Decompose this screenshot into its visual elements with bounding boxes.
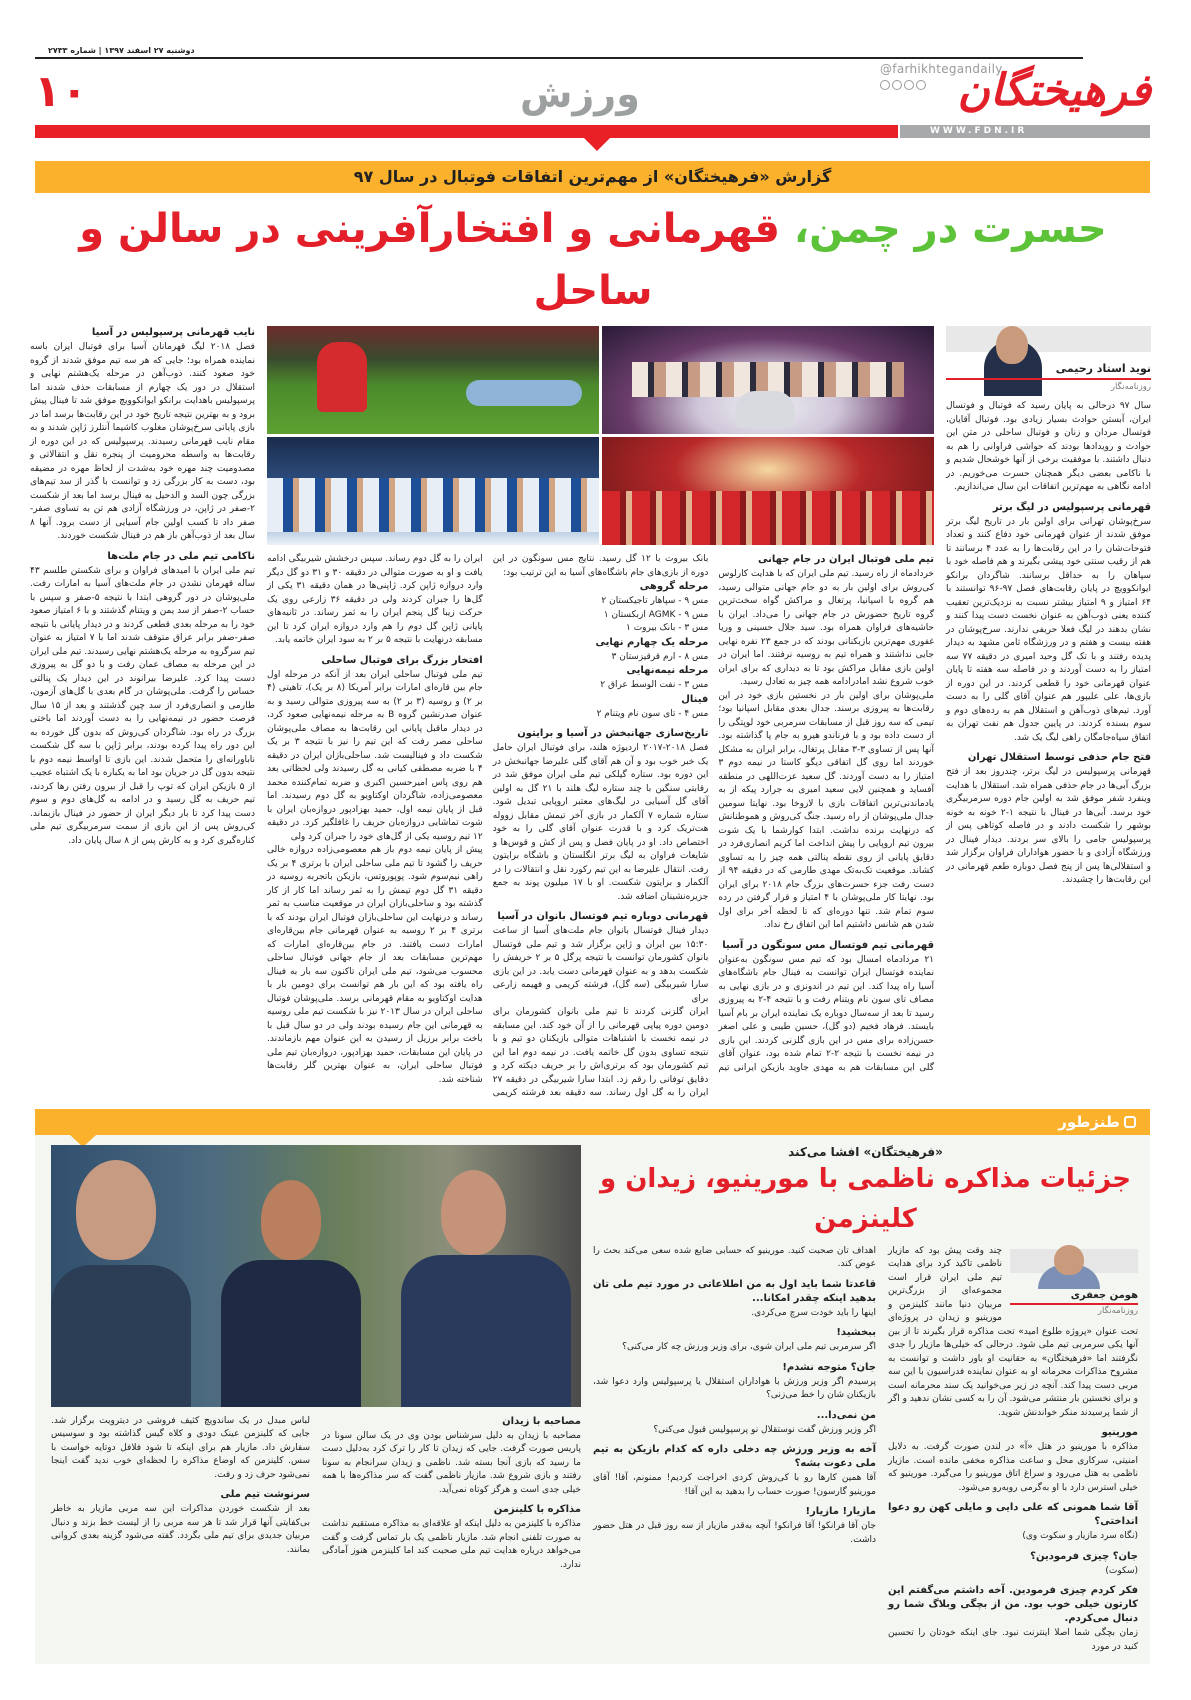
satire-icon <box>1124 1116 1136 1128</box>
subheading: فتح جام حذفی توسط استقلال تهران <box>967 752 1151 763</box>
intro-paragraph: سال ۹۷ درحالی به پایان رسید که فوتبال و فوتسال ایران، آبستن حوادث بسیار زیادی بود. فوتبال آقایان، فوتسال مردان و زنان و فوتبال ساحلی در متن این حوادث و رویدادها بودند که حواشی فراوانی را هم به دنبال داشتند. با موفقیت برخی از آنها خوشحال شدیم و با ناکامی بعضی دیگر همچنان حسرت می‌خوریم. در ادامه نگاهی به مهم‌ترین اتفاقات این سال می‌اندازیم. <box>946 401 1151 492</box>
result-line: مس ۸ - ارم قرقیزستان ۳ <box>611 651 709 662</box>
telegram-icon <box>880 80 890 90</box>
author-block <box>1010 1245 1138 1317</box>
satire-body <box>35 1135 1150 1665</box>
facebook-icon <box>904 80 914 90</box>
photo-mourinho-nazemi-zidane <box>51 1145 581 1407</box>
paragraph: اگر سرمربی تیم ملی ایران شوی، برای وزیر ورزش چه کار می‌کنی؟ <box>622 1342 876 1352</box>
stage-heading: مرحله گروهی <box>639 581 709 592</box>
results-list <box>493 580 709 721</box>
author-name: هومن جعفری <box>1070 1289 1138 1301</box>
header-pointer <box>584 138 610 151</box>
subheading: مصاحبه با زیدان <box>502 1415 581 1427</box>
satire-label-text: طنزطور <box>1058 1112 1120 1131</box>
satire-headline: جزئیات مذاکره ناظمی با مورینیو، زیدان و کلینزمن <box>600 1163 1131 1234</box>
author-face <box>996 326 1028 364</box>
author-name: نوید استاد رحیمی <box>1055 362 1151 375</box>
section-title: ورزش <box>520 72 640 116</box>
result-line: مس ۹ - سپاهار تاجیکستان ۲ <box>601 596 709 606</box>
subheading: قهرمانی دوباره تیم فوتسال بانوان در آسیا <box>497 911 709 922</box>
instagram-icon <box>916 80 926 90</box>
masthead <box>0 0 1191 196</box>
author-block <box>946 326 1151 396</box>
right-column <box>946 326 1151 888</box>
paragraph: (سکوت) <box>1105 1565 1138 1576</box>
photo-womens-futsal-celebration <box>602 326 934 434</box>
subheading: مازیار! مازیار! <box>805 1506 876 1517</box>
satire-article <box>593 1145 1138 1655</box>
satire-section <box>35 1109 1150 1665</box>
paragraph: تیم ملی فوتبال ساحلی ایران بعد از آنکه در مرحله اول جام بین قاره‌ای امارات برابر آمریکا (۸ بر یک)، تاهیتی (۴ بر ۲) و روسیه (۳ بر ۲) به سه پیروزی متوالی رسید و به عنوان صدرنشین گروه B به مرحله نیمه‌نهایی صعود کرد، در دیدار ماقبل پایانی این رقابت‌ها به مصاف ملی‌پوشان ساحلی مصر رفت که این تیم را نیز با نتیجه ۳ بر یک شکست داد و فینالیست شد. ساحلی‌بازان ایران در دقیقه ۴ با ضربه مصطفی کیانی به گل رسیدند ولی لحظاتی بعد هم روی پاس امیرحسین اکبری و ضربه تمام‌کننده محمد معصومی‌زاده، شاگردان اوکتاویو به گل دوم رسیدند. اما قبل از پایان نیمه اول، حمید بهزادپور دروازه‌بان ایران با شوت تماشایی دروازه‌بان حریف را غافلگیر کرد. در دقیقه ۱۲ تیم روسیه یکی از گل‌های خود را جبران کرد ولی <box>267 669 483 842</box>
trophy <box>735 391 795 428</box>
result-line: مس ۳ - بانک بیروت ۱ <box>625 623 709 633</box>
header-bar <box>35 125 898 138</box>
middle-columns <box>267 553 934 1101</box>
paragraph: پیش از پایان نیمه دوم باز هم معصومی‌زاده دروازه خالی حریف را گشود تا تیم ملی ساحلی ایران با برتری ۴ بر یک راهی نیم‌سوم شود. پوپوروتس، بازیکن باتجربه روسیه در دقیقه ۳۱ گل دوم تیمش را به ثمر رساند اما کار از کار گذشته بود و ساحلی‌بازان ایران در موقعیت مناسب به ثمر رساند و درنهایت این ساحلی‌بازان فوتبال ایران بودند که با برتری ۴ بر ۲ روسیه به عنوان قهرمانی جام بین‌قاره‌ای امارات دست یافتند. در جام بین‌قاره‌ای امارات که مهم‌ترین مسابقات بعد از جام جهانی فوتبال ساحلی محسوب می‌شود، تیم ملی ایران تاکنون سه بار به فینال راه یافته بود که این بار هم توانست برای دومین بار با هدایت اوکتاویو به مقام قهرمانی برسد. ملی‌پوشان فوتبال ساحلی ایران در سال ۲۰۱۳ نیز با شکست تیم ملی روسیه به قهرمانی این جام رسیده بودند ولی در دو سال قبل با باخت برابر برزیل از رسیدن به این عنوان مهم بازماندند. در پایان این مسابقات، حمید بهزادپور، دروازه‌بان تیم ملی فوتبال ساحلی ایران، به عنوان بهترین گلر رقابت‌ها شناخته شد. <box>267 845 483 1085</box>
result-line: مس ۹ - AGMK ازبکستان ۱ <box>603 609 709 620</box>
paragraph: قهرمانی پرسپولیس در لیگ برتر، چندروز بعد از فتح بزرگ آبی‌ها در جام حذفی همراه شد. استقلال با هدایت وینفرد شفر موفق شد به اولین جام دوره سرمربیگری خود برسد. آبی‌ها در فینال با نتیجه ۱-۲ خونه به خونه بوشهر را شکست دادند و در فاصله کوتاهی پس از پرسپولیس جامی را بالای سر بردند. دیدار فینال در ورزشگاه آزادی و با حضور هواداران فراوان برگزار شد و استقلالی‌ها پس از پنج فصل دوباره طعم قهرمانی در این رقابت‌ها را چشیدند. <box>946 767 1152 885</box>
stage-heading: مرحله یک چهارم نهایی <box>595 636 709 648</box>
subheading: تاریخ‌سازی جهانبخش در آسیا و برایتون <box>517 728 709 739</box>
satire-columns <box>593 1245 1138 1655</box>
paragraph: ایران گلزنی کردند تا تیم ملی بانوان کشورمان برای دومین دوره پیاپی قهرمانی را از آن خود کند. این مسابقه در نیمه نخست با اشتباهات متوالی بازیکنان دو تیم و با نتیجه تساوی بدون گل خاتمه یافت. در نیمه دوم اما این تیم کشورمان بود که برتری‌اش را بر حریف دیکته کرد و دقایق توفانی را رقم زد. ابتدا سارا شیربیگی در دقیقه ۲۷ ایران را به گل اول رساند. سه دقیقه بعد فرشته کریمی ایران را به گل دوم رساند. سپس درخشش شیربیگی ادامه یافت و او به صورت متوالی در دقیقه ۳۰ و ۳۱ دو گل دیگر وارد دروازه ژاپن کرد. ژاپنی‌ها در همان دقیقه ۳۱ یکی از گل‌ها را جبران کردند ولی در دقیقه ۳۶ زارعی روی یک حرکت زیبا گل پنجم ایران را به ثمر رساند. در ثانیه‌های پایانی ژاپن گل دوم را هم وارد دروازه ایران کرد تا این مسابقه درنهایت با نتیجه ۵ بر ۲ به سود ایران خاتمه یابد. <box>267 554 709 1098</box>
subheading: جان؟ چیزی فرمودین؟ <box>1030 1550 1138 1562</box>
subheading: سرنوشت تیم ملی <box>220 1489 310 1500</box>
subheading: فکر کردم چیزی فرمودین. آخه داشتم می‌گفتم این کارتون خیلی خوب بود. من از بچگی وبلاگ شما رو دنبال می‌کردم. <box>888 1585 1138 1624</box>
player-red <box>317 342 367 412</box>
subheading: قهرمانی پرسپولیس در لیگ برتر <box>992 501 1151 513</box>
social-handle: @farhikhtegandaily <box>880 62 1003 76</box>
paragraph: سرخ‌پوشان تهرانی برای اولین بار در تاریخ لیگ برتر موفق شدند از عنوان قهرمانی خود دفاع کنند و تعداد فتوحات‌شان را در این رقابت‌ها را به عدد ۴ برسانند تا هم از رقیب سنتی خود پیشی بگیرند و هم فاصله خود با سپاهان را به حداقل برسانند. شاگردان برانکو ایوانکوویچ در پایان رقابت‌های فصل ۹۷-۹۶ توانستند با ۶۴ امتیاز و ۹ امتیاز بیشتر نسبت به نزدیک‌ترین تعقیب کننده یعنی ذوب‌آهن به عنوان نخست دست پیدا کنند و نشان بدهند در لیگ فعلا حریفی ندارند. سرخ‌پوشان در هفته بیست و هفتم و در ورزشگاه ثامن مشهد به دیدار پدیده رفتند و با تک گل وحید امیری در دقیقه ۷۷ سه امتیاز را به دست آوردند و در فاصله سه هفته تا پایان عنوان قهرمانی خود را قطعی کردند. در این دوره از بازی‌ها، علی علیپور هم عنوان آقای گلی را به دست آورد. تیم‌های ذوب‌آهن و استقلال هم به رده‌های دوم و سوم بسنده کردند. در پایین جدول هم نفت تهران به اتفاق سیاه‌جامگان راهی لیگ یک شد. <box>946 516 1151 743</box>
satire-photo-area <box>51 1145 581 1655</box>
headline-part-1: حسرت در چمن، <box>779 206 1107 252</box>
paragraph: فصل ۲۰۱۸ لیگ قهرمانان آسیا برای فوتبال ایران باسه نماینده همراه بود؛ جایی که هر سه تیم موفق شدند از گروه خود صعود کنند. ذوب‌آهن در مرحله یک‌هشتم نهایی و استقلال در دور یک چهارم از مسابقات حذف شدند اما پرسپولیس باهدایت برانکو ایوانکوویچ موفق شد تا فینال پیش برود و به بهترین نتیجه تاریخ خود در این رقابت‌ها برسد اما در بازی پایانی سرخ‌پوشان مغلوب کاشیما آنتلرز ژاپن شدند و به مقام نایب قهرمانی رسیدند. پرسپولیس که در این دوره از رقابت‌ها به واسطه محرومیت از پنجره نقل و انتقالاتی و مصدومیت چند مهره خود به‌شدت از لحاظ مهره در مضیقه بود، دست به کار بزرگی زد و توانست با گذر از سد تیم‌های بزرگی چون السد و الدحیل به فینال برسد اما بعد از شکست ۲-صفر در ژاپن، در ورزشگاه آزادی هم تن به تساوی صفر-صفر داد تا کسب اولین جام آسیایی از دست برود. آنها ۸ سال بعد از ذوب‌آهن باز هم در فینال شکست خوردند. <box>30 342 255 541</box>
subheading: من نمی‌دا... <box>816 1409 876 1421</box>
subheading: آقا شما همونی که علی دایی و مایلی کهن رو دعوا انداختی؟ <box>888 1502 1138 1527</box>
satire-column-1 <box>888 1245 1138 1655</box>
satire-kicker: «فرهیختگان» افشا می‌کند <box>788 1144 943 1159</box>
newspaper-logo: فرهیختگان <box>957 65 1151 116</box>
paragraph: اهداف تان صحبت کنید. مورینیو که حسابی ضایع شده سعی می‌کند بحث را عوض کند. <box>593 1245 876 1269</box>
nazemi-face <box>261 1180 321 1260</box>
mourinho-body <box>51 1265 191 1407</box>
goalkeeper <box>466 380 582 406</box>
satire-lower-columns <box>51 1415 581 1573</box>
mourinho-face <box>76 1160 156 1260</box>
subheading: قاعدتا شما باید اول به من اطلاعاتی در مورد تیم ملی تان بدهید اینکه چقدر امکانا... <box>593 1278 876 1304</box>
paragraph: ملی‌پوشان برای اولین بار در نخستین بازی خود در این رقابت‌ها به پیروزی برسند. جدال بعدی مقابل اسپانیا بود؛ تیمی که سه روز قبل از مسابقات سرمربی خود لوپتگی را از دست داده بود و با فرناندو هیرو به جام پا گذاشته بود. آنها پس از تساوی ۳-۳ مقابل پرتغال، برابر ایران به مشکل خوردند اما روی گل اتفاقی دیگو کاستا در نیمه دوم ۳ امتیاز را به دست آوردند. گل سعید عزت‌اللهی در منطقه آفساید و همچنین لایی سعید امیری به جرارد پیکه از به یادماندنی‌ترین اتفاقات بازی با لاروخا بود. نهایتا سومین جدال ملی‌پوشان از راه رسید. جنگ کی‌روش و هموطنانش که درنهایت برنده نداشت. ابتدا کوارشما با یک شوت بیرون تیم اروپایی را پیش انداخت اما کریم انصاری‌فرد در دقایق پایانی از روی نقطه پنالتی همه چیز را به تساوی کشاند. موقعیت تک‌به‌تک مهدی طارمی که در دقیقه ۹۴ از دست رفت جزء حسرت‌های بزرگ جام ۲۰۱۸ برای ایران بود. نهایتا کار ملی‌پوشان با ۴ امتیاز و قرار گرفتن در رده سوم تمام شد. تنها دوره‌ای که تا لحظه آخر برای اول شدن هم شانس داشتیم اما این اتفاق رخ نداد. <box>718 690 934 930</box>
photo-grid <box>267 326 934 545</box>
paragraph: زمان بچگی شما اصلا اینترنت نبود. جای اینکه خودتان را تحسین کنید در مورد <box>888 1628 1138 1652</box>
photo-ronaldo-match <box>267 326 599 434</box>
author-role: روزنامه‌نگار <box>1110 382 1151 392</box>
zidane-body <box>401 1255 571 1407</box>
divider <box>946 378 1151 380</box>
left-column <box>30 326 255 848</box>
paragraph: دیدار فینال فوتسال بانوان جام ملت‌های آسیا از ساعت ۱۵:۳۰ بین ایران و ژاپن برگزار شد و تیم ملی فوتسال بانوان کشورمان توانست با نتیجه پرگل ۵ بر ۲ حریفش را شکست بدهد و به عنوان قهرمانی دست یابد. در این بازی سارا شیربیگی (سه گل)، فرشته کریمی و فهیمه زارعی برای <box>492 926 709 1004</box>
paragraph: پرسیدم اگر وزیر ورزش با هواداران استقلال یا پرسپولیس وارد دعوا شد، بازیکنان شان را خط می‌زنی؟ <box>593 1376 876 1400</box>
photo-persepolis-celebration <box>602 437 934 545</box>
paragraph: (نگاه سرد مازیار و سکوت وی) <box>1022 1531 1138 1541</box>
headline <box>30 198 1156 322</box>
players-group <box>267 478 599 532</box>
author-role: روزنامه‌نگار <box>1097 1305 1138 1316</box>
subheading: قهرمانی تیم فوتسال مس سونگون در آسیا <box>722 939 934 951</box>
subheading: تیم ملی فوتبال ایران در جام جهانی <box>757 554 934 565</box>
paragraph: ۲۱ مردادماه امسال بود که تیم مس سونگون به‌عنوان نماینده فوتسال ایران توانست به فینال جام باشگاه‌های آسیا راه پیدا کند. این تیم در اندونزی و در بازی نهایی به مصاف تای سون نام ویتنام رفت و با نتیجه ۴-۲ به پیروزی رسید تا بعد از سه‌سال دوباره یک نماینده ایران بر بام آسیا بایستد. فرهاد فخیم (دو گل)، حسین طیبی و علی اصغر حسن‌زاده برای مس در این بازی گلزنی کردند. این بازی در نیمه نخست با نتیجه ۲-۲ تمام شده بود، عنوان آقای گلی این مسابقات هم به مهدی جاوید بازیکن ایرانی تیم بانک بیروت با ۱۲ گل رسید. نتایج مس سونگون در این دوره از بازی‌های جام باشگاه‌های آسیا به این ترتیب بود: <box>492 554 934 1073</box>
paragraph: تیم ملی ایران با امیدهای فراوان و برای شکستن طلسم ۴۳ ساله قهرمان نشدن در جام ملت‌های آسیا به امارات رفت. ملی‌پوشان در دور گروهی ابتدا با نتیجه ۵-صفر و سپس با حساب ۲-صفر از سد یمن و ویتنام گذشتند و با ۶ امتیاز صعود خود را به مرحله بعدی قطعی کردند و در دیدار پایانی با نتیجه صفر-صفر برابر عراق متوقف شدند اما با ۷ امتیاز به عنوان تیم سرگروه به مرحله یک‌هشتم نهایی رسیدند. تیم ملی ایران در این مرحله به مصاف عمان رفت و با دو گل به پیروزی دست پیدا کرد. علیرضا بیرانوند در این دیدار یک پنالتی حساس را گرفت. ملی‌پوشان در گام بعدی با گل‌های آزمون، طارمی و انصاری‌فرد از سد چین گذشتند و بعد از ۱۵ سال فرصت حضور در نیمه‌نهایی را به دست آوردند اما باختی بزرگ در راه بود. شاگردان کی‌روش که بدون گل خورده به این دور راه پیدا کرده بودند، برابر ژاپن با سه گل شکست ناباورانه‌ای را متحمل شدند. این بازی تا اواسط نیمه دوم با نتیجه بدون گل در جریان بود اما به یکباره با یک اشتباه عجیب از ۵ بازیکن ایران که توپ را قبل از بیرون رفتن رها کردند، تیم حریف به گل رسید و در ادامه به گل‌های دوم و سوم دست پیدا کرد تا بار دیگر ایران از حضور در فینال بازبماند. کی‌روش پس از این بازی از سمت سرمربیگری تیم ملی کناره‌گیری کرد و به کارش پس از ۸ سال پایان داد. <box>30 565 255 846</box>
social-icons <box>880 80 926 90</box>
page-number: ۱۰ <box>34 66 88 117</box>
paragraph: آقا همین کارها رو با کی‌روش کردی اخراجت کردیم! ممنونم، آقا! آقای مورینیو گارسون! صورت حساب را بدهید به این آقا! <box>593 1473 876 1497</box>
nazemi-body <box>221 1260 361 1407</box>
subheading: افتخار بزرگ برای فوتبال ساحلی <box>321 654 483 666</box>
divider <box>35 57 1083 59</box>
subheading: ناکامی تیم ملی در جام ملت‌ها <box>107 550 255 562</box>
paragraph: لباس مبدل در یک ساندویچ کثیف فروشی در دیترویت برگزار شد. جایی که کلینزمن عینک دودی و کلاه گیس گذاشته بود و سوسیس سفارش داد. مازیار هم برای اینکه تا شود فلافل دوتایه خواست با سس. کلینزمن که اوضاع مذاکره را لحظه‌ای خوب ندید گفت اینجا نمی‌شود حرف زد و رفت. <box>51 1415 310 1480</box>
main-article <box>0 322 1191 1101</box>
paragraph: مصاحبه با زیدان به دلیل سرشناس بودن وی در یک سالن سونا در پاریس صورت گرفت. جایی که زیدان تا کار را ترک کرد به‌دلیل دست ما رسید که بازی آنجا بسته شد. ناظمی و زیدان سرانجام به سونا رفتند و بازی شروع شد. مازیار ناظمی گفت که سر مذاکره‌ها با همه خیلی جدی است و هرگز کوتاه نمی‌آید. <box>322 1430 581 1495</box>
stage-heading: فینال <box>681 693 709 705</box>
subheading: نایب قهرمانی پرسپولیس در آسیا <box>91 327 255 338</box>
paragraph: بعد از شکست خوردن مذاکرات این سه مربی مازیار به خاطر بی‌کفایتی آنها قرار شد تا هر سه مربی را از لیست خط بزند و دنبال مربیان جدیدی برای تیم ملی بگردد. گفته می‌شود گزینه بعدی کروانی بمانند. <box>51 1504 310 1555</box>
website: WWW.FDN.IR <box>900 125 1150 138</box>
paragraph: اینها را باید خودت سرچ می‌کردی. <box>751 1307 876 1318</box>
satire-column-3 <box>322 1415 581 1573</box>
subheading: مذاکره با کلینزمن <box>493 1504 581 1515</box>
satire-bar <box>35 1109 1150 1135</box>
players-group <box>602 491 934 545</box>
kicker: گزارش «فرهیختگان» از مهم‌ترین اتفاقات فوتبال در سال ۹۷ <box>35 161 1150 193</box>
headline-part-2: قهرمانی و افتخارآفرینی در سالن و ساحل <box>79 206 780 314</box>
subheading: جان؟ متوجه نشدم! <box>782 1361 876 1373</box>
paragraph: اگر وزیر ورزش گفت نوستقلال نو پرسپولیس قبول می‌کنی؟ <box>653 1424 876 1435</box>
author-face <box>1054 1245 1084 1275</box>
paragraph: مذاکره با کلینزمن به دلیل اینکه او علاقه‌ای به مذاکره مستقیم نداشت به صورت تلفنی انجام شد. مازیار ناظمی یک بار تماس گرفت و گفت می‌خواهد درباره هدایت تیم ملی صحبت کند اما کلینزمن هنوز آمادگی ندارد. <box>322 1519 581 1570</box>
stage-heading: مرحله نیمه‌نهایی <box>626 665 709 676</box>
subheading: مورینیو <box>1101 1427 1138 1438</box>
middle-area <box>267 326 934 1101</box>
result-line: مس ۳ - نفت الوسط عراق ۲ <box>600 680 709 690</box>
author-photo-band <box>946 326 1151 352</box>
satire-column-2 <box>593 1245 876 1655</box>
paragraph: مذاکره با مورینیو در هتل «آ» در لندن صورت گرفت. به دلایل امنیتی، سرکاری محل و ساعت مذاکره مخفی مانده است. مازیار ناظمی به هتل می‌رود و سراغ اتاق مورینیو را می‌گیرد. مورینیو که خیلی استرس دارد با او به‌گرمی روبه‌رو می‌شود. <box>888 1442 1138 1493</box>
zidane-face <box>441 1170 506 1255</box>
photo-blue-team-celebration <box>267 437 599 545</box>
twitter-icon <box>892 80 902 90</box>
paragraph: جان آقا فرانکو! آقا فرانکو! آنچه به‌قدر مازیار از سه روز قبل در هتل حضور داشت. <box>593 1521 876 1545</box>
subheading: آخه به وزیر ورزش چه دخلی داره که کدام بازیکن به تیم ملی دعوت بشه؟ <box>593 1444 876 1469</box>
result-line: مس ۴ - تای سون نام ویتنام ۲ <box>596 708 709 719</box>
paragraph: فصل ۲۰۱۸-۲۰۱۷ اردیوژه هلند، برای فوتبال ایران حامل یک خبر خوب بود و آن هم آقای گلی علیرضا جهانبخش در این دوره بود. ستاره گیلکی تیم ملی ایران موفق شد در رقابتی سنگین با چند ستاره لیگ هلند با ۲۱ گل به اولین آقای گل آسیایی در لیگ‌های معتبر اروپایی تبدیل شود. ستاره شماره ۷ آلکمار در بازی آخر تیمش مقابل زووله هت‌تریک کرد و با قدرت عنوان آقای گلی را به خود اختصاص داد. او در پایان فصل و پس از کش و قوس‌ها و شایعات فراوان به لیگ برتر انگلستان و باشگاه برایتون رفت. انتقال علیرضا به این تیم رکورد نقل و انتقالات را در آلکمار و برایتون شکست. او با ۱۷ میلیون پوند به جمع جزیره‌نشینان اضافه شد. <box>492 743 709 902</box>
subheading: ببخشید! <box>836 1327 876 1338</box>
paragraph: خردادماه از راه رسید. تیم ملی ایران که با هدایت کارلوس کی‌روش برای اولین بار به دو جام جهانی متوالی رسید، هم گروه با اسپانیا، پرتغال و مراکش گواه سخت‌ترین گروه تاریخ حضورش در جام جهانی را می‌داد. ایران با حاشیه‌های فراوان همراه بود. سید جلال حسینی و وریا غفوری مهم‌ترین بازیکنانی بودند که در جمع ۲۳ نفره نهایی جایی نداشتند و همراه تیم به روسیه نرفتند. اما ایران در اولین بازی مقابل مراکش بود تا به دیداری که برای ایران خوب شروع نشد امادرادامه همه چیز به تعادل رسید. <box>718 569 934 687</box>
dateline: دوشنبه ۲۷ اسفند ۱۳۹۷ | شماره ۲۷۳۳ <box>48 46 195 55</box>
satire-column-4 <box>51 1415 310 1573</box>
paragraph: چند وقت پیش بود که مازیار ناظمی تاکید کرد برای هدایت تیم ملی ایران قرار است مجموعه‌ای از بزرگ‌ترین مربیان دنیا مانند کلینزمن و مورینیو و زیدان در پروژه‌ای تحت عنوان «پروژه طلوع امید» تحت مذاکره قرار بگیرند تا از بین آنها یکی سرمربی تیم ملی شود. درحالی که خیلی‌ها مازیار را جدی نگرفتند اما «فرهیختگان» به حقانیت او باور داشت و توانست به مشروح مذاکرات محرمانه او به عنوان نماینده فدراسیون با این سه مربی دست پیدا کند. آنچه در زیر می‌خوانید یک سند محرمانه است و برای نخستین بار منتشر می‌شود. آن را به کسی نشان ندهید و اگر از شما پرسیدند منکر خواندنش شوید. <box>888 1245 1138 1418</box>
